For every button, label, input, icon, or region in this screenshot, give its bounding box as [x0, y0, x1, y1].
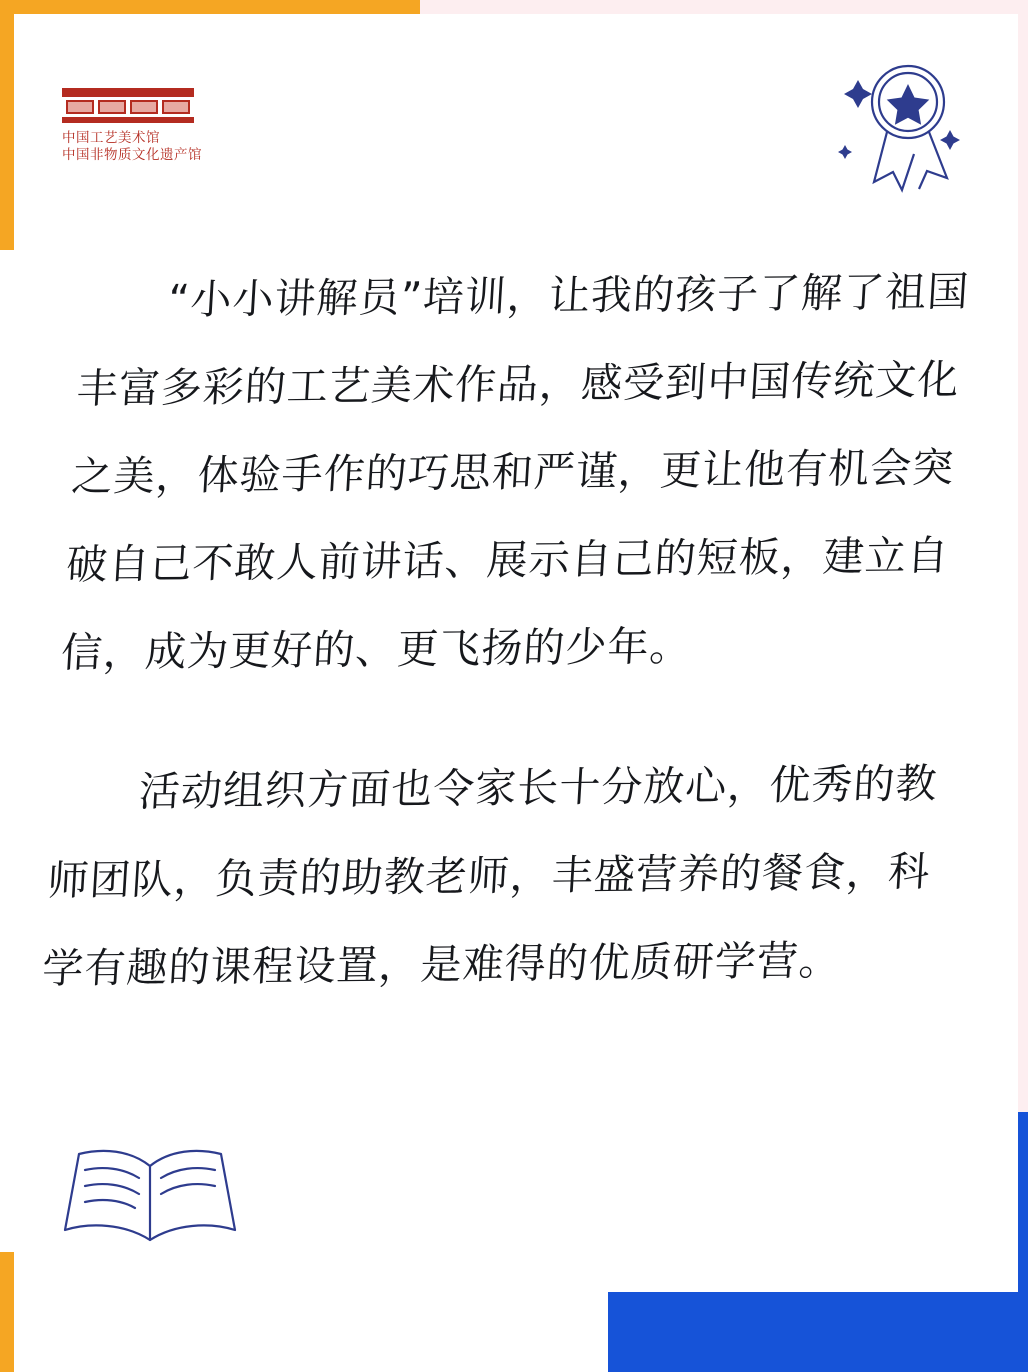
handwritten-message	[39, 247, 986, 1030]
decor-bar-right-blue	[1018, 1112, 1028, 1372]
decor-bar-bottom-right-blue	[608, 1292, 1028, 1372]
museum-name	[62, 130, 342, 164]
award-ribbon-icon	[830, 50, 970, 200]
decor-bar-top-left-orange	[0, 0, 420, 14]
decor-bar-bottom-left-orange	[0, 1252, 14, 1372]
handwritten-paragraph-1: “小小讲解员”培训，让我的孩子了解了祖国丰富多彩的工艺美术作品，感受到中国传统文化之美，体验手作的巧思和严谨，更让他有机会突破自己不敢人前讲话、展示自己的短板，建立自信，成为更好的、更飞扬的少年。	[59, 267, 971, 677]
museum-logo	[62, 88, 342, 164]
museum-name-line2: 中国非物质文化遗产馆	[62, 147, 202, 163]
handwritten-paragraph-2: 活动组织方面也令家长十分放心，优秀的教师团队，负责的助教老师，丰盛营养的餐食，科学有趣的课程设置，是难得的优质研学营。	[40, 759, 939, 993]
brick-building-icon	[62, 88, 194, 124]
decor-bar-top-right-pink	[420, 0, 1028, 14]
museum-name-line1: 中国工艺美术馆	[62, 130, 160, 146]
decor-bar-left-orange	[0, 0, 14, 250]
open-book-icon	[55, 1134, 245, 1254]
